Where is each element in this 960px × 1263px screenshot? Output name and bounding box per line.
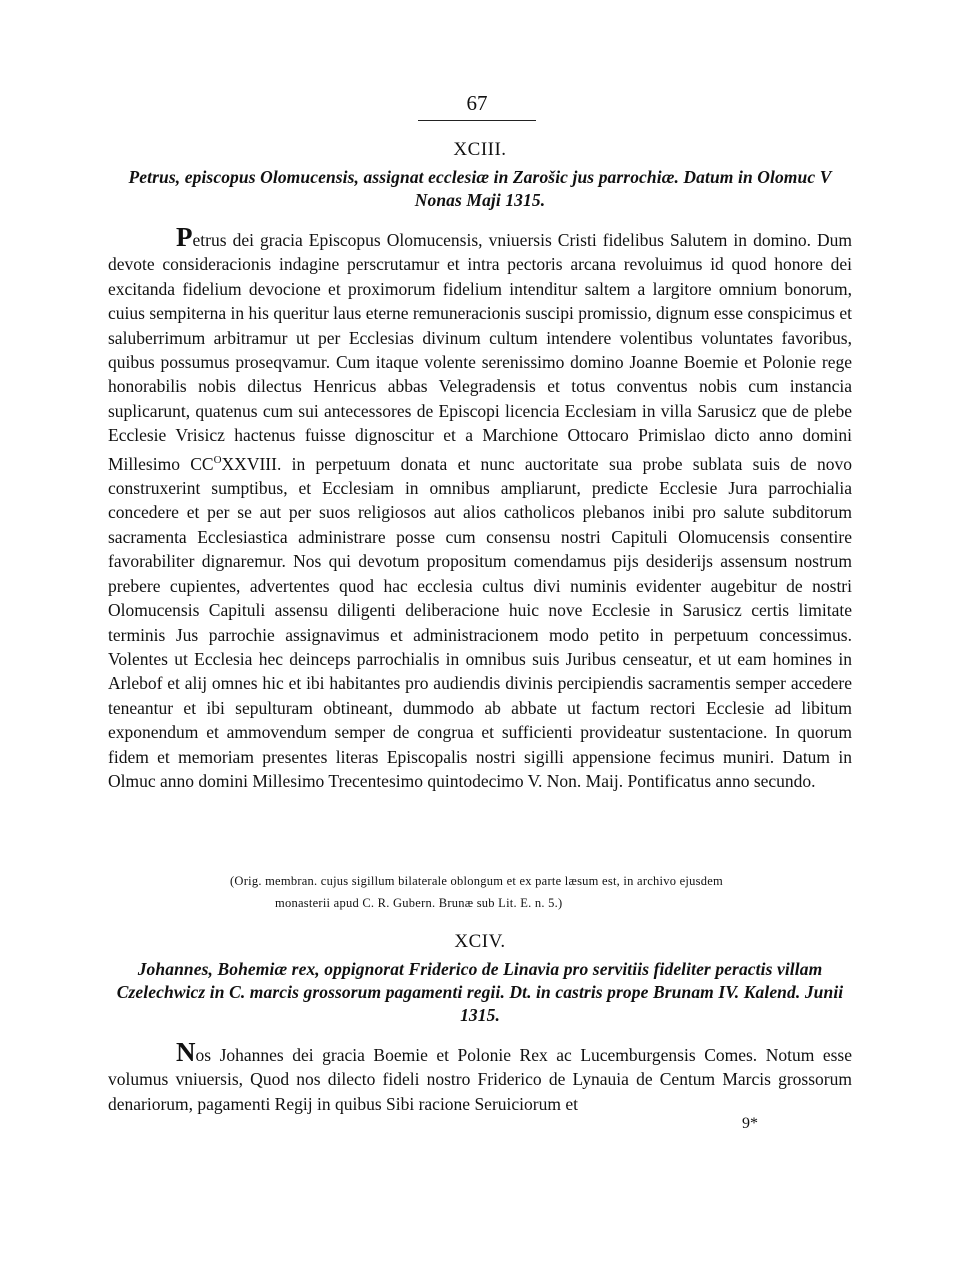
text-segment: os Johannes dei gracia Boemie et Polonie Rex ac Lucemburgensis Comes. Notum esse volumus vniuersis, Quod nos dilecto fideli nostro Friderico de Lynauia de Centum Marcis grossorum denariorum, pagamenti Regij in quibus Sibi racione Seruiciorum et	[108, 1045, 852, 1114]
document-body-xciv	[108, 1037, 852, 1116]
archive-note-line: monasterii apud C. R. Gubern. Brunæ sub Lit. E. n. 5.)	[275, 896, 563, 910]
text-segment: XXVIII. in perpetuum donata et nunc auctoritate sua probe sublata suis de novo construxerint sumptibus, et Ecclesiam in omnibus ampliarunt, predicte Ecclesie Jura parrochialia concedere et per se aut per suos religiosos aut alios catholicos plebanos inibi pro salute subditorum sacramenta Ecclesiastica administrare posse cum consensu nostri Capituli Olomucensis consentire favorabiliter dignaremur. Nos qui devotum propositum comendamus pijs desiderijs assensum nostrum prebere cupientes, advertentes quod hac ecclesia cultus divi numinis evidenter augebitur de nostri Olomucensis Capituli assensu diligenti deliberacione huic nove Ecclesie in Sarusicz certis limitate terminis Jus parrochie assignavimus et administracionem modo petito in perpetuum concessimus. Volentes ut Ecclesia hec deinceps parrochialis in omnibus suis Juribus censeatur, et ut eam homines in Arlebof et alij omnes hic et ibi habitantes pro audiendis divinis percipiendis sacramentis semper accedere teneantur et ibi sepulturam obtineant, dummodo ab abbate ut factum rectori Ecclesie ad libitum exponendum et ammovendum semper de congrua et sufficienti provideatur sustentacione. In quorum fidem et memoriam presentes literas Episcopalis nostri sigilli appensione fecimus muniri. Datum in Olmuc anno domini Millesimo Trecentesimo quintodecimo V. Non. Maij. Pontificatus anno secundo.	[108, 453, 852, 791]
initial-letter: P	[176, 222, 193, 252]
signature-mark: 9*	[742, 1115, 758, 1132]
document-heading-xciii: XCIII.	[453, 139, 507, 160]
superscript: O	[213, 453, 222, 466]
initial-letter: N	[176, 1037, 196, 1067]
text-segment: etrus dei gracia Episcopus Olomucensis, vniuersis Cristi fidelibus Salutem in domino. Dum devote consideracionis indagine perscrutamur et intra pectoris arcana revoluimus id quod honore dei excitanda fidelium devocione et proximorum fidelium intenditur saltem a largitore omnium bonorum, cuius sempiterna in his queritur laus eterne remuneracionis suscipi promissio, dignum esse conspicimus et saluberrimum arbitramur ut per Ecclesias divinum cultum intendere volentibus voluntates favoribus, quibus possumus proseqvamur. Cum itaque volente serenissimo domino Joanne Boemie et Polonie rege honorabilis nobis dilectus Henricus abbas Velegradensis et totus conventus nobis cum instancia suplicarunt, quatenus cum sui antecessores de Episcopi licencia Ecclesiam in villa Sarusicz que de plebe Ecclesie Vrisicz hactenus fuisse dignoscitur et a Marchione Ottocaro Primislao dicto anno domini Millesimo CC	[108, 230, 852, 474]
document-text-xciv	[108, 1037, 852, 1116]
archive-note-line: (Orig. membran. cujus sigillum bilaterale oblongum et ex parte læsum est, in archivo ejusdem	[230, 874, 724, 888]
document-summary-xciii: Petrus, episcopus Olomucensis, assignat ecclesiæ in Zarošic jus parrochiæ. Datum in Olomuc V Nonas Maji 1315.	[128, 167, 832, 210]
document-text-xciii	[108, 222, 852, 793]
document-heading-xciv: XCIV.	[454, 931, 506, 952]
page-number: 67	[466, 91, 488, 115]
document-body-xciii	[108, 222, 852, 793]
document-summary-xciv: Johannes, Bohemiæ rex, oppignorat Friderico de Linavia pro servitiis fideliter peractis villam Czelechwicz in C. marcis grossorum pagamenti regii. Dt. in castris prope Brunam IV. Kalend. Junii 1315.	[116, 959, 844, 1025]
page-number-rule	[418, 120, 536, 121]
archive-note	[230, 870, 852, 914]
